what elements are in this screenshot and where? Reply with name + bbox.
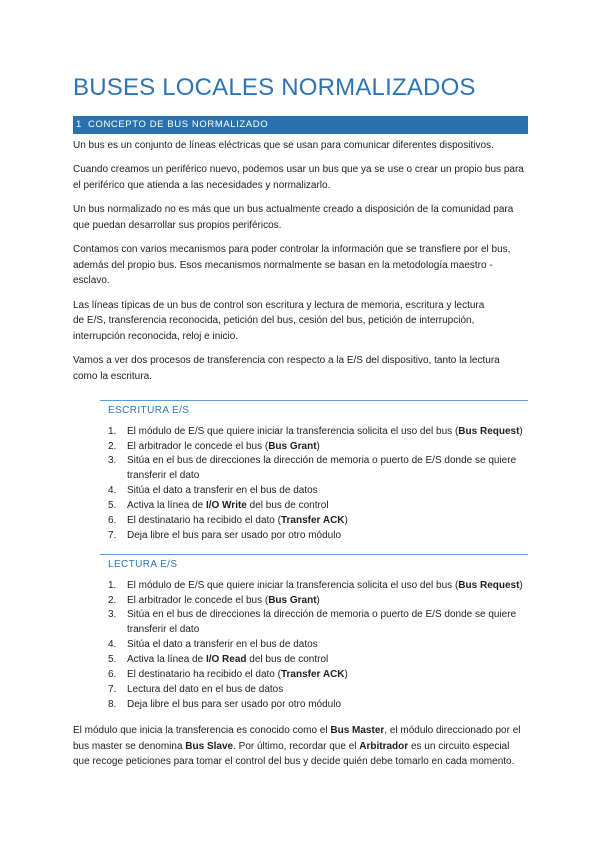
list-item-text xyxy=(127,638,318,653)
list-item-number: 7. xyxy=(108,683,117,695)
text-line: interrupción reconocida, reloj e inicio. xyxy=(73,331,239,343)
text-line xyxy=(127,579,523,594)
text-segment: ) xyxy=(316,594,320,606)
text-segment: Activa la línea de xyxy=(127,500,206,512)
text-segment: del bus de control xyxy=(246,500,329,512)
text-line: Sitúa el dato a transferir en el bus de datos xyxy=(127,639,318,651)
list-item-number: 1. xyxy=(108,579,117,591)
paragraph xyxy=(73,242,543,289)
paragraph xyxy=(73,202,543,233)
text-line: Deja libre el bus para ser usado por otro módulo xyxy=(127,529,342,541)
text-segment: del bus de control xyxy=(246,654,329,666)
section-heading-bar xyxy=(73,116,528,134)
bold-term: Bus Request xyxy=(458,425,520,437)
list-item xyxy=(100,514,528,529)
list-item-text xyxy=(127,594,320,609)
list-item-number: 8. xyxy=(108,698,117,710)
text-line xyxy=(127,440,320,455)
text-line: Un bus es un conjunto de líneas eléctricas que se usan para comunicar diferentes dispositivos. xyxy=(73,140,494,151)
writing-steps-list xyxy=(100,425,528,544)
list-item-number: 1. xyxy=(108,425,117,437)
list-item-number: 2. xyxy=(108,594,117,606)
subsection-divider xyxy=(100,554,528,555)
list-item-number: 6. xyxy=(108,514,117,526)
text-segment: , el módulo direccionado por el xyxy=(384,725,521,736)
list-item xyxy=(100,698,528,713)
section-number: 1 xyxy=(76,119,82,130)
text-segment: ) xyxy=(519,425,523,437)
list-item-number: 5. xyxy=(108,500,117,512)
text-segment: Activa la línea de xyxy=(127,654,206,666)
text-segment: ) xyxy=(519,579,523,591)
list-item-text xyxy=(127,608,516,638)
text-segment: El módulo que inicia la transferencia es conocido como el xyxy=(73,725,331,736)
text-segment: es un circuito especial xyxy=(408,740,510,752)
text-line: Lectura del dato en el bus de datos xyxy=(127,683,284,695)
text-line xyxy=(127,425,523,440)
text-line xyxy=(127,499,329,514)
text-line xyxy=(73,723,543,739)
list-item xyxy=(100,653,528,668)
document-title: BUSES LOCALES NORMALIZADOS xyxy=(73,74,476,101)
text-line: Deja libre el bus para ser usado por otro módulo xyxy=(127,698,342,710)
list-item xyxy=(100,683,528,698)
paragraph xyxy=(73,353,543,384)
text-line xyxy=(127,668,348,683)
list-item xyxy=(100,425,528,440)
list-item-text xyxy=(127,653,328,668)
text-line: de E/S, transferencia reconocida, petición del bus, cesión del bus, petición de interrupción, xyxy=(73,315,475,327)
text-segment: ) xyxy=(316,440,320,452)
text-line: Cuando creamos un periférico nuevo, podemos usar un bus que ya se use o crear un propio bus para xyxy=(73,164,524,176)
text-segment: . Por último, recordar que el xyxy=(233,740,360,752)
list-item-number: 5. xyxy=(108,654,117,666)
text-segment: bus master se denomina xyxy=(73,740,186,752)
list-item xyxy=(100,454,528,484)
list-item-text xyxy=(127,529,341,544)
list-item xyxy=(100,579,528,594)
text-line: transferir el dato xyxy=(127,470,200,482)
list-item xyxy=(100,440,528,455)
text-line: además del propio bus. Esos mecanismos normalmente se basan en la metodología maestro - xyxy=(73,259,493,271)
bold-term: I/O Read xyxy=(205,654,247,666)
list-item-number: 3. xyxy=(108,455,117,467)
list-item-text xyxy=(127,698,341,713)
closing-paragraph xyxy=(73,723,543,770)
bold-term: Transfer ACK xyxy=(280,514,345,526)
text-segment: El módulo de E/S que quiere iniciar la transferencia solicita el uso del bus ( xyxy=(127,425,459,437)
list-item xyxy=(100,668,528,683)
text-line: Sitúa en el bus de direcciones la dirección de memoria o puerto de E/S donde se quiere xyxy=(127,609,517,621)
list-item-number: 4. xyxy=(108,639,117,651)
list-item-number: 7. xyxy=(108,529,117,541)
text-segment: El módulo de E/S que quiere iniciar la transferencia solicita el uso del bus ( xyxy=(127,579,459,591)
bold-term: Transfer ACK xyxy=(280,668,345,680)
text-segment: El destinatario ha recibido el dato ( xyxy=(127,668,281,680)
intro-paragraphs xyxy=(73,138,543,393)
bold-term: Bus Grant xyxy=(268,594,317,606)
text-line: transferir el dato xyxy=(127,624,200,636)
list-item-text xyxy=(127,514,348,529)
bold-term: Bus Slave xyxy=(185,740,234,752)
bold-term: Bus Request xyxy=(458,579,520,591)
bold-term: Bus Master xyxy=(330,725,385,736)
list-item xyxy=(100,608,528,638)
text-segment: ) xyxy=(344,514,348,526)
text-line: Un bus normalizado no es más que un bus actualmente creado a disposición de la comunidad para xyxy=(73,204,514,216)
text-line: Contamos con varios mecanismos para poder controlar la información que se transfiere por el bus, xyxy=(73,244,511,256)
text-segment: El arbitrador le concede el bus ( xyxy=(127,594,269,606)
list-item-text xyxy=(127,454,516,484)
text-line: que puedan desarrollar sus propios periféricos. xyxy=(73,219,282,231)
text-line: esclavo. xyxy=(73,275,110,287)
bold-term: Bus Grant xyxy=(268,440,317,452)
list-item-number: 2. xyxy=(108,440,117,452)
text-line: el periférico que atienda a las necesidades y normalizarlo. xyxy=(73,179,331,191)
list-item xyxy=(100,594,528,609)
paragraph xyxy=(73,298,543,345)
list-item-text xyxy=(127,579,523,594)
list-item xyxy=(100,484,528,499)
text-line xyxy=(127,653,328,668)
paragraph xyxy=(73,138,543,154)
bold-term: I/O Write xyxy=(205,500,247,512)
text-segment: El arbitrador le concede el bus ( xyxy=(127,440,269,452)
list-item-text xyxy=(127,484,318,499)
list-item xyxy=(100,638,528,653)
list-item-text xyxy=(127,440,320,455)
writing-heading: ESCRITURA E/S xyxy=(108,405,190,416)
subsection-divider xyxy=(100,400,528,401)
list-item xyxy=(100,499,528,514)
bold-term: Arbitrador xyxy=(359,740,409,752)
text-line: Vamos a ver dos procesos de transferencia con respecto a la E/S del dispositivo, tanto la lectura xyxy=(73,355,500,367)
text-line: como la escritura. xyxy=(73,370,152,382)
reading-subsection xyxy=(100,554,528,712)
paragraph xyxy=(73,162,543,193)
list-item-number: 6. xyxy=(108,668,117,680)
section-title: CONCEPTO DE BUS NORMALIZADO xyxy=(88,119,269,130)
reading-steps-list xyxy=(100,579,528,713)
text-segment: El destinatario ha recibido el dato ( xyxy=(127,514,281,526)
text-line: que recoge peticiones para tomar el control del bus y decide quién debe tomarlo en cada momento. xyxy=(73,756,515,767)
list-item-number: 4. xyxy=(108,485,117,497)
writing-subsection xyxy=(100,400,528,544)
reading-heading: LECTURA E/S xyxy=(108,559,178,570)
text-line xyxy=(127,514,348,529)
text-segment: ) xyxy=(344,668,348,680)
text-line: Sitúa el dato a transferir en el bus de datos xyxy=(127,485,318,497)
text-line xyxy=(73,739,543,755)
text-line: Las líneas típicas de un bus de control son escritura y lectura de memoria, escritura y lectura xyxy=(73,299,485,311)
list-item-text xyxy=(127,425,523,440)
list-item-text xyxy=(127,683,283,698)
text-line xyxy=(127,594,320,609)
list-item-text xyxy=(127,499,329,514)
list-item-number: 3. xyxy=(108,609,117,621)
list-item-text xyxy=(127,668,348,683)
list-item xyxy=(100,529,528,544)
text-line: Sitúa en el bus de direcciones la dirección de memoria o puerto de E/S donde se quiere xyxy=(127,455,517,467)
